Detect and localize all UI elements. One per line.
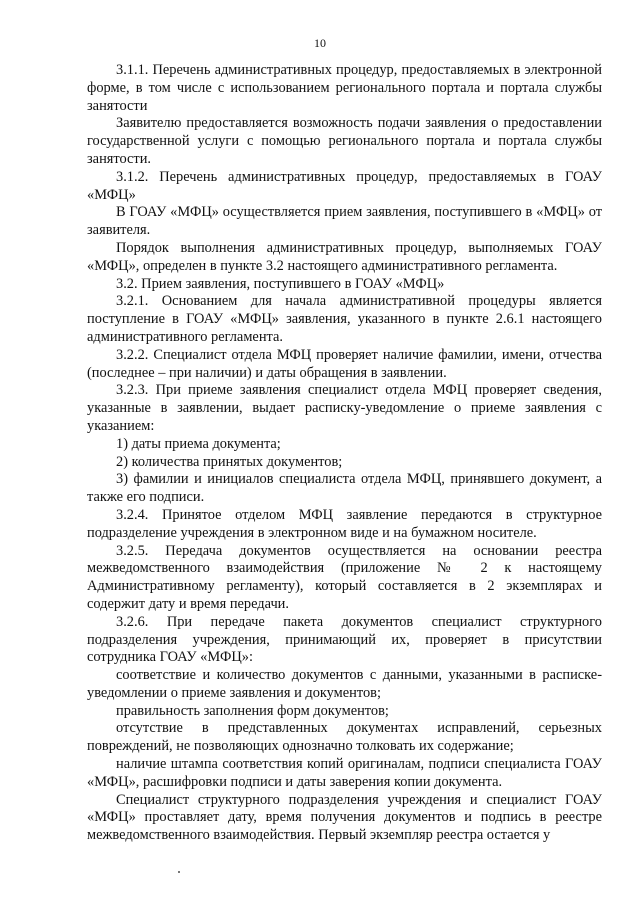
list-item: правильность заполнения форм документов;	[116, 702, 389, 719]
paragraph: 3.2.6. При передаче пакета документов специалист структурного подразделения учреждения, принимающий их, проверяет в присутствии сотрудника ГОАУ «МФЦ»:	[87, 613, 602, 666]
paragraph: Порядок выполнения административных процедур, выполняемых ГОАУ «МФЦ», определен в пункте 3.2 настоящего административного регламента.	[87, 239, 602, 274]
document-body	[87, 62, 602, 845]
paragraph: Заявителю предоставляется возможность подачи заявления о предоставлении государственной услуги с помощью регионального портала и портала службы занятости.	[87, 115, 602, 167]
paragraph: 3.2.5. Передача документов осуществляется на основании реестра межведомственного взаимодействия (приложение № 2 к настоящему Административному регламенту), который составляется в 2 экземплярах и содержит дату и время передачи.	[87, 542, 602, 612]
list-item: отсутствие в представленных документах исправлений, серьезных повреждений, не позволяющих однозначно толковать их содержание;	[87, 720, 602, 755]
paragraph: 3.2.3. При приеме заявления специалист отдела МФЦ проверяет сведения, указанные в заявлении, выдает расписку-уведомление о приеме заявления с указанием:	[87, 382, 602, 434]
paragraph: 3.1.1. Перечень административных процедур, предоставляемых в электронной форме, в том числе с использованием регионального портала и портала службы занятости	[87, 62, 602, 114]
paragraph: 3.2.2. Специалист отдела МФЦ проверяет наличие фамилии, имени, отчества (последнее – при наличии) и даты обращения в заявлении.	[87, 346, 602, 381]
paragraph: 3.2.4. Принятое отделом МФЦ заявление передаются в структурное подразделение учреждения в электронном виде и на бумажном носителе.	[87, 506, 602, 541]
paragraph: 3.1.2. Перечень административных процедур, предоставляемых в ГОАУ «МФЦ»	[87, 168, 602, 203]
list-item: 3) фамилии и инициалов специалиста отдела МФЦ, принявшего документ, а также его подписи.	[87, 471, 602, 506]
scan-speck	[178, 871, 180, 873]
list-item: 2) количества принятых документов;	[116, 453, 343, 470]
paragraph: Специалист структурного подразделения учреждения и специалист ГОАУ «МФЦ» проставляет дату, время получения документов и подпись в реестре межведомственного взаимодействия. Первый экземпляр реестра остается у	[87, 791, 602, 844]
paragraph: В ГОАУ «МФЦ» осуществляется прием заявления, поступившего в «МФЦ» от заявителя.	[87, 204, 602, 239]
list-item: 1) даты приема документа;	[116, 435, 281, 452]
list-item: наличие штампа соответствия копий оригиналам, подписи специалиста ГОАУ «МФЦ», расшифровки подписи и даты заверения копии документа.	[87, 756, 602, 790]
paragraph: 3.2.1. Основанием для начала административной процедуры является поступление в ГОАУ «МФЦ» заявления, указанного в пункте 2.6.1 настоящего административного регламента.	[87, 293, 602, 345]
section-heading: 3.2. Прием заявления, поступившего в ГОАУ «МФЦ»	[116, 275, 445, 292]
list-item: соответствие и количество документов с данными, указанными в расписке-уведомлении о приеме заявления и документов;	[87, 667, 602, 701]
page-number: 10	[314, 36, 326, 50]
